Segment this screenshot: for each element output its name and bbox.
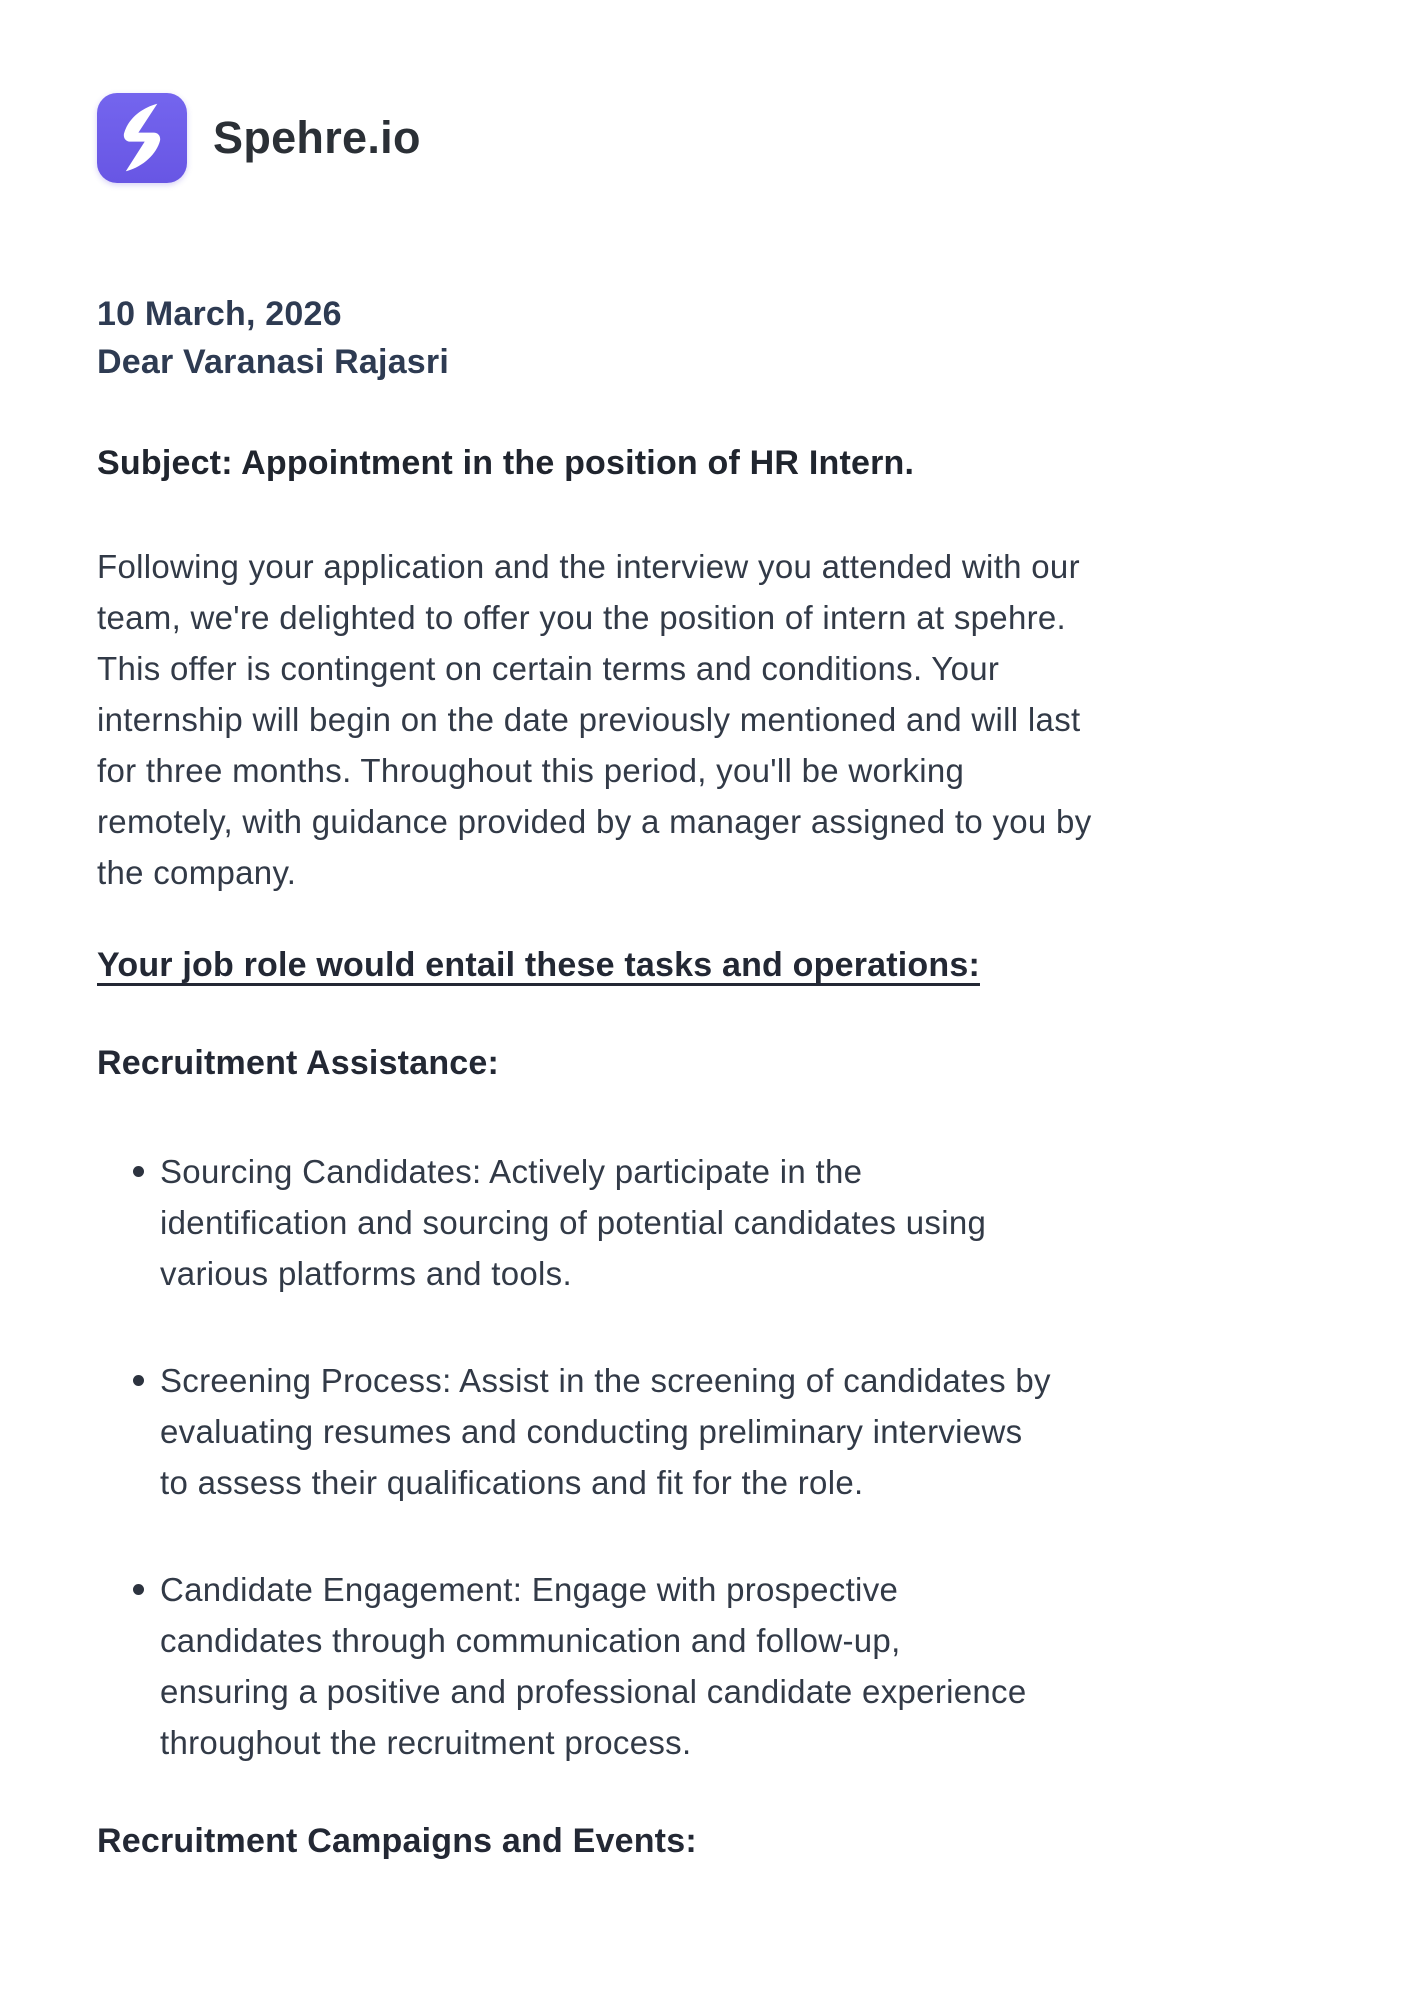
- intro-line: remotely, with guidance provided by a manager assigned to you by: [97, 803, 1092, 840]
- intro-line: This offer is contingent on certain terms and conditions. Your: [97, 650, 1000, 687]
- intro-paragraph: [97, 541, 1320, 898]
- list-item-candidate-engagement: [133, 1564, 1320, 1768]
- list-item-screening-process: [133, 1355, 1320, 1508]
- letter-date: 10 March, 2026: [97, 295, 342, 333]
- intro-line: for three months. Throughout this period, you'll be working: [97, 752, 965, 789]
- subsection-recruitment-assistance: Recruitment Assistance:: [97, 1044, 500, 1082]
- letter-subject: Subject: Appointment in the position of HR Intern.: [97, 444, 915, 482]
- intro-line: Following your application and the interview you attended with our: [97, 548, 1080, 585]
- intro-line: team, we're delighted to offer you the position of intern at spehre.: [97, 599, 1067, 636]
- bullet-line: candidates through communication and follow-up,: [160, 1622, 901, 1659]
- bullet-line: Screening Process: Assist in the screening of candidates by: [160, 1362, 1051, 1399]
- task-list: [97, 1146, 1320, 1768]
- bullet-line: ensuring a positive and professional candidate experience: [160, 1673, 1027, 1710]
- brand-name: Spehre.io: [213, 112, 421, 163]
- bullet-line: various platforms and tools.: [160, 1255, 572, 1292]
- intro-line: the company.: [97, 854, 297, 891]
- bullet-line: to assess their qualifications and fit for the role.: [160, 1464, 864, 1501]
- spehre-bolt-icon: [97, 93, 187, 183]
- bullet-line: evaluating resumes and conducting preliminary interviews: [160, 1413, 1023, 1450]
- bullet-line: identification and sourcing of potential candidates using: [160, 1204, 987, 1241]
- section-heading-job-role: Your job role would entail these tasks and operations:: [97, 946, 980, 984]
- brand-header: [97, 92, 1320, 184]
- bullet-line: Sourcing Candidates: Actively participate in the: [160, 1153, 863, 1190]
- letter-salutation: Dear Varanasi Rajasri: [97, 343, 449, 381]
- subsection-recruitment-campaigns: Recruitment Campaigns and Events:: [97, 1822, 697, 1860]
- bullet-line: throughout the recruitment process.: [160, 1724, 692, 1761]
- bullet-line: Candidate Engagement: Engage with prospective: [160, 1571, 899, 1608]
- intro-line: internship will begin on the date previously mentioned and will last: [97, 701, 1081, 738]
- date-block: [97, 290, 1320, 386]
- list-item-sourcing-candidates: [133, 1146, 1320, 1299]
